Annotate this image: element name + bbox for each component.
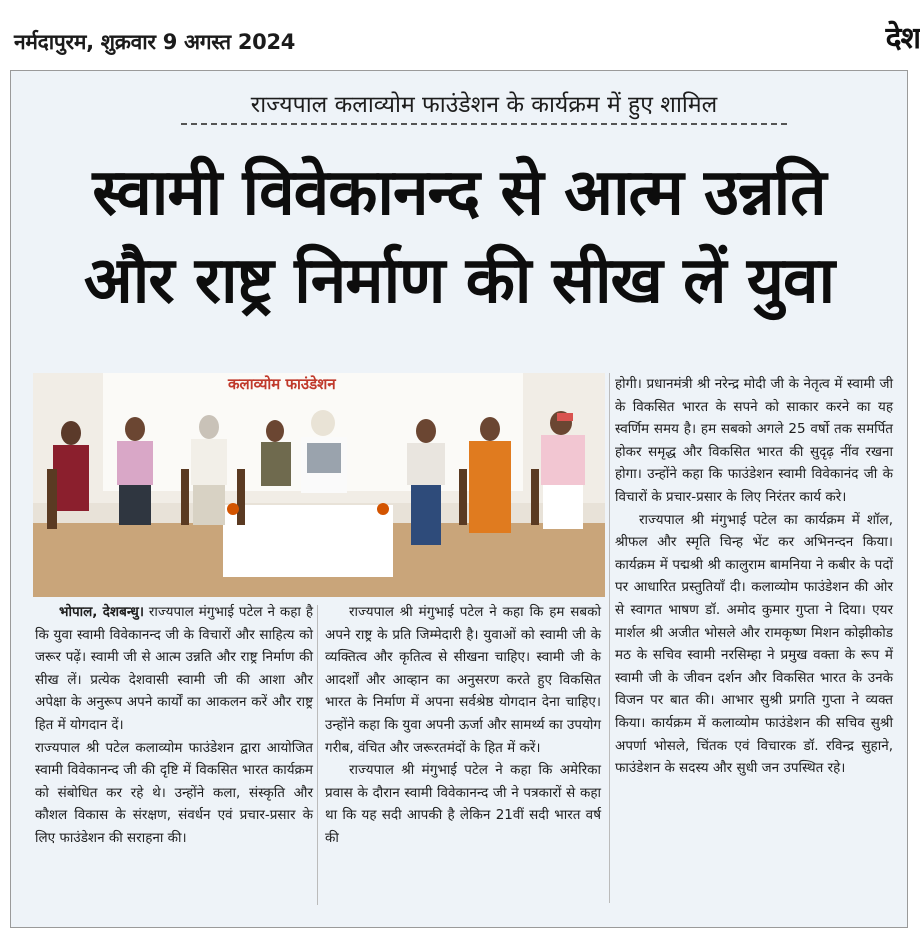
banner-text: कलाव्योम फाउंडेशन: [228, 375, 336, 393]
column-2: [325, 601, 601, 850]
stage-photo-illustration: [33, 373, 605, 597]
headline-line-2: और राष्ट्र निर्माण की सीख लें युवा: [83, 244, 835, 318]
col3-paragraph-2: राज्यपाल श्री मंगुभाई पटेल का कार्यक्रम में शॉल, श्रीफल और स्मृति चिन्ह भेंट कर अभिनन्दन किया। कार्यक्रम में पद्मश्री श्री कालुराम बामनिया ने कबीर के पदों पर आधारित प्रस्तुतियाँ दी। कलाव्योम फाउंडेशन की ओर से स्वागत भाषण डॉ. अमोद कुमार गुप्ता ने दिया। एयर मार्शल श्री अजीत भोसले और रामकृष्ण मिशन कोझीकोड मठ के सचिव स्वामी नरसिम्हा ने प्रमुख वक्ता के रूप में स्वामी जी के जीवन दर्शन और विकसित भारत के उनके विजन पर बात की। आभार सुश्री प्रगति गुप्ता ने व्यक्त किया। कार्यक्रम में कलाव्योम फाउंडेशन की सचिव सुश्री अपर्णा भोसले, चिंतक एवं विचारक डॉ. रविन्द्र सुहाने, फाउंडेशन के सदस्य और सुधी जन उपस्थित रहे।: [615, 511, 893, 777]
col3-paragraph-1: होगी। प्रधानमंत्री श्री नरेन्द्र मोदी जी के नेतृत्व में स्वामी जी के विकसित भारत के सपने को साकार करने का यह स्वर्णिम समय है। हम सबको अगले 25 वर्षो तक समर्पित होकर समृद्ध और विकसित भारत की सुदृढ़ नींव रखना होगा। उन्होंने कहा कि फाउंडेशन स्वामी विवेकानंद जी के विचारों के प्रचार-प्रसार के लिए निरंतर कार्य करे।: [615, 376, 893, 505]
kicker-text: राज्यपाल कलाव्योम फाउंडेशन के कार्यक्रम में हुए शामिल: [250, 92, 718, 118]
column-divider: [317, 605, 318, 905]
dateline: नर्मदापुरम, शुक्रवार 9 अगस्त 2024: [14, 30, 296, 54]
column-divider: [609, 373, 610, 903]
headline-line-1: स्वामी विवेकानन्द से आत्म उन्नति: [92, 156, 826, 230]
byline: भोपाल, देशबन्धु।: [59, 604, 144, 620]
masthead: [0, 0, 920, 58]
col1-paragraph-2: राज्यपाल श्री पटेल कलाव्योम फाउंडेशन द्वारा आयोजित स्वामी विवेकानन्द जी की दृष्टि में विकसित भारत कार्यक्रम को संबोधित कर रहे थे। उन्होंने कला, संस्कृति और कौशल विकास के संरक्षण, संवर्धन एवं प्रचार-प्रसार के लिए फाउंडेशन की सराहना की।: [35, 739, 313, 846]
article: [10, 70, 908, 928]
newspaper-brand: देश: [885, 21, 920, 56]
column-1: [35, 601, 313, 850]
event-photo: [33, 373, 605, 597]
kicker: [181, 87, 787, 125]
col1-paragraph-1: राज्यपाल मंगुभाई पटेल ने कहा है कि युवा स्वामी विवेकानन्द जी के विचारों और साहित्य को जरूर पढ़ें। स्वामी जी से आत्म उन्नति और राष्ट्र निर्माण की सीख लें। प्रत्येक देशवासी स्वामी जी की आशा और अपेक्षा के अनुरूप अपने कार्यों का आकलन करें और राष्ट्र हित में योगदान दें।: [35, 604, 313, 733]
headline: [29, 149, 889, 325]
col2-paragraph-1: राज्यपाल श्री मंगुभाई पटेल ने कहा कि हम सबको अपने राष्ट्र के प्रति जिम्मेदारी है। युवाओं को स्वामी जी के व्यक्तित्व और कृतित्व से सीखना चाहिए। स्वामी जी के आदर्शों और आव्हान का अनुसरण करते हुए विकसित भारत के निर्माण में अपना सर्वश्रेष्ठ योगदान देना चाहिए। उन्होंने कहा कि युवा अपनी ऊर्जा और सामर्थ्य का उपयोग गरीब, वंचित और जरूरतमंदों के हित में करें।: [325, 604, 601, 756]
column-3: [615, 373, 893, 780]
col2-paragraph-2: राज्यपाल श्री मंगुभाई पटेल ने कहा कि अमेरिका प्रवास के दौरान स्वामी विवेकानन्द जी ने पत्रकारों से कहा था कि यह सदी आपकी है लेकिन 21वीं सदी भारत वर्ष की: [325, 762, 601, 846]
